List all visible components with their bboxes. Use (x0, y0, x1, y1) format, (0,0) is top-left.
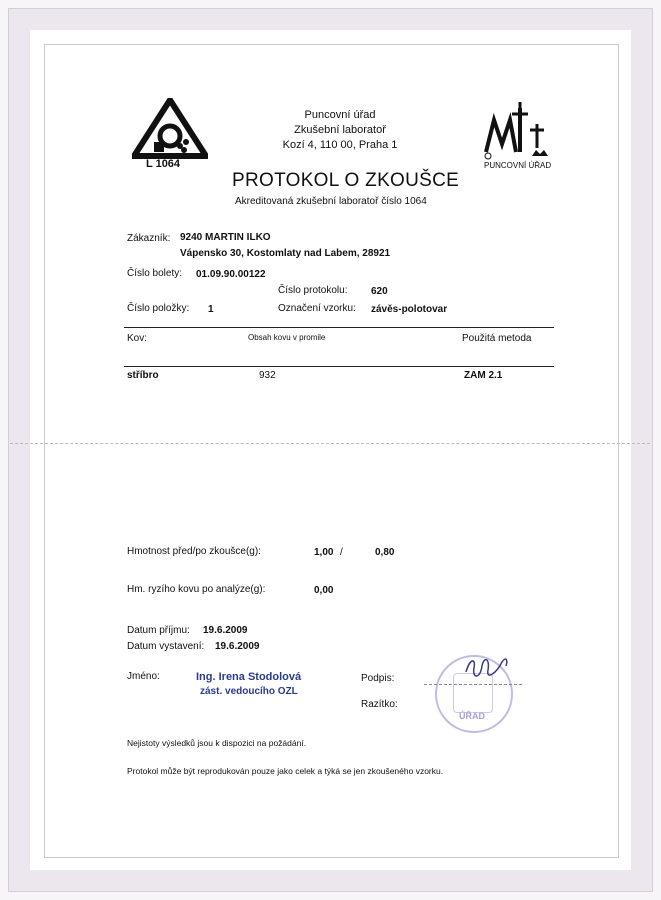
item-value: 1 (208, 304, 214, 315)
address: Kozí 4, 110 00, Praha 1 (282, 139, 398, 151)
item-label: Číslo položky: (127, 303, 190, 314)
signer-role: zást. vedoucího OZL (200, 686, 298, 697)
document-title: PROTOKOL O ZKOUŠCE (232, 170, 460, 191)
weight-label: Hmotnost před/po zkoušce(g): (127, 546, 261, 557)
logo-caption: PUNCOVNÍ ÚŘAD (484, 161, 552, 170)
stamp-label: Razítko: (361, 699, 398, 710)
customer-name: 9240 MARTIN ILKO (180, 232, 271, 243)
issuer-block (280, 108, 400, 153)
ticket-value: 01.09.90.00122 (196, 269, 266, 280)
pure-metal-label: Hm. ryzího kovu po analýze(g): (127, 584, 266, 595)
fold-line (10, 443, 650, 444)
table-header-content: Obsah kovu v promile (248, 333, 326, 342)
pure-metal-value: 0,00 (314, 585, 334, 596)
note-uncertainty: Nejistoty výsledků jsou k dispozici na požádání. (127, 738, 307, 748)
sample-value: závěs-polotovar (371, 304, 448, 315)
table-top-rule (124, 327, 554, 328)
table-header-rule (124, 366, 554, 367)
lab-name: Zkušební laboratoř (294, 124, 386, 136)
name-label: Jméno: (127, 671, 160, 682)
customer-address: Vápensko 30, Kostomlaty nad Labem, 28921 (180, 248, 391, 259)
handwritten-signature (462, 652, 512, 688)
table-cell-method: ZAM 2.1 (464, 370, 503, 381)
ticket-label: Číslo bolety: (127, 268, 183, 279)
logo-code: L 1064 (146, 158, 181, 170)
protocol-label: Číslo protokolu: (278, 285, 348, 296)
protocol-value: 620 (371, 286, 388, 297)
table-cell-metal: stříbro (127, 370, 159, 381)
customer-label: Zákazník: (127, 233, 171, 244)
weight-after: 0,80 (375, 547, 395, 558)
signer-name: Ing. Irena Stodolová (196, 671, 302, 683)
received-value: 19.6.2009 (203, 625, 248, 636)
table-header-metal: Kov: (127, 333, 148, 344)
issued-label: Datum vystavení: (127, 641, 205, 652)
stamp-text: ÚŘAD (459, 711, 485, 721)
table-header-method: Použitá metoda (462, 333, 532, 344)
note-reproduction: Protokol může být reprodukován pouze jako celek a týká se jen zkoušeného vzorku. (127, 766, 444, 776)
weight-before: 1,00 (314, 547, 334, 558)
weight-separator: / (340, 547, 343, 558)
document-subtitle: Akreditovaná zkušební laboratoř číslo 1064 (235, 196, 427, 207)
table-cell-content: 932 (259, 370, 276, 381)
sample-label: Označení vzorku: (278, 303, 356, 314)
hallmark-office-logo (480, 100, 560, 168)
office-name: Puncovní úřad (304, 109, 376, 121)
signature-label: Podpis: (361, 673, 395, 684)
received-label: Datum příjmu: (127, 625, 190, 636)
issued-value: 19.6.2009 (215, 641, 260, 652)
